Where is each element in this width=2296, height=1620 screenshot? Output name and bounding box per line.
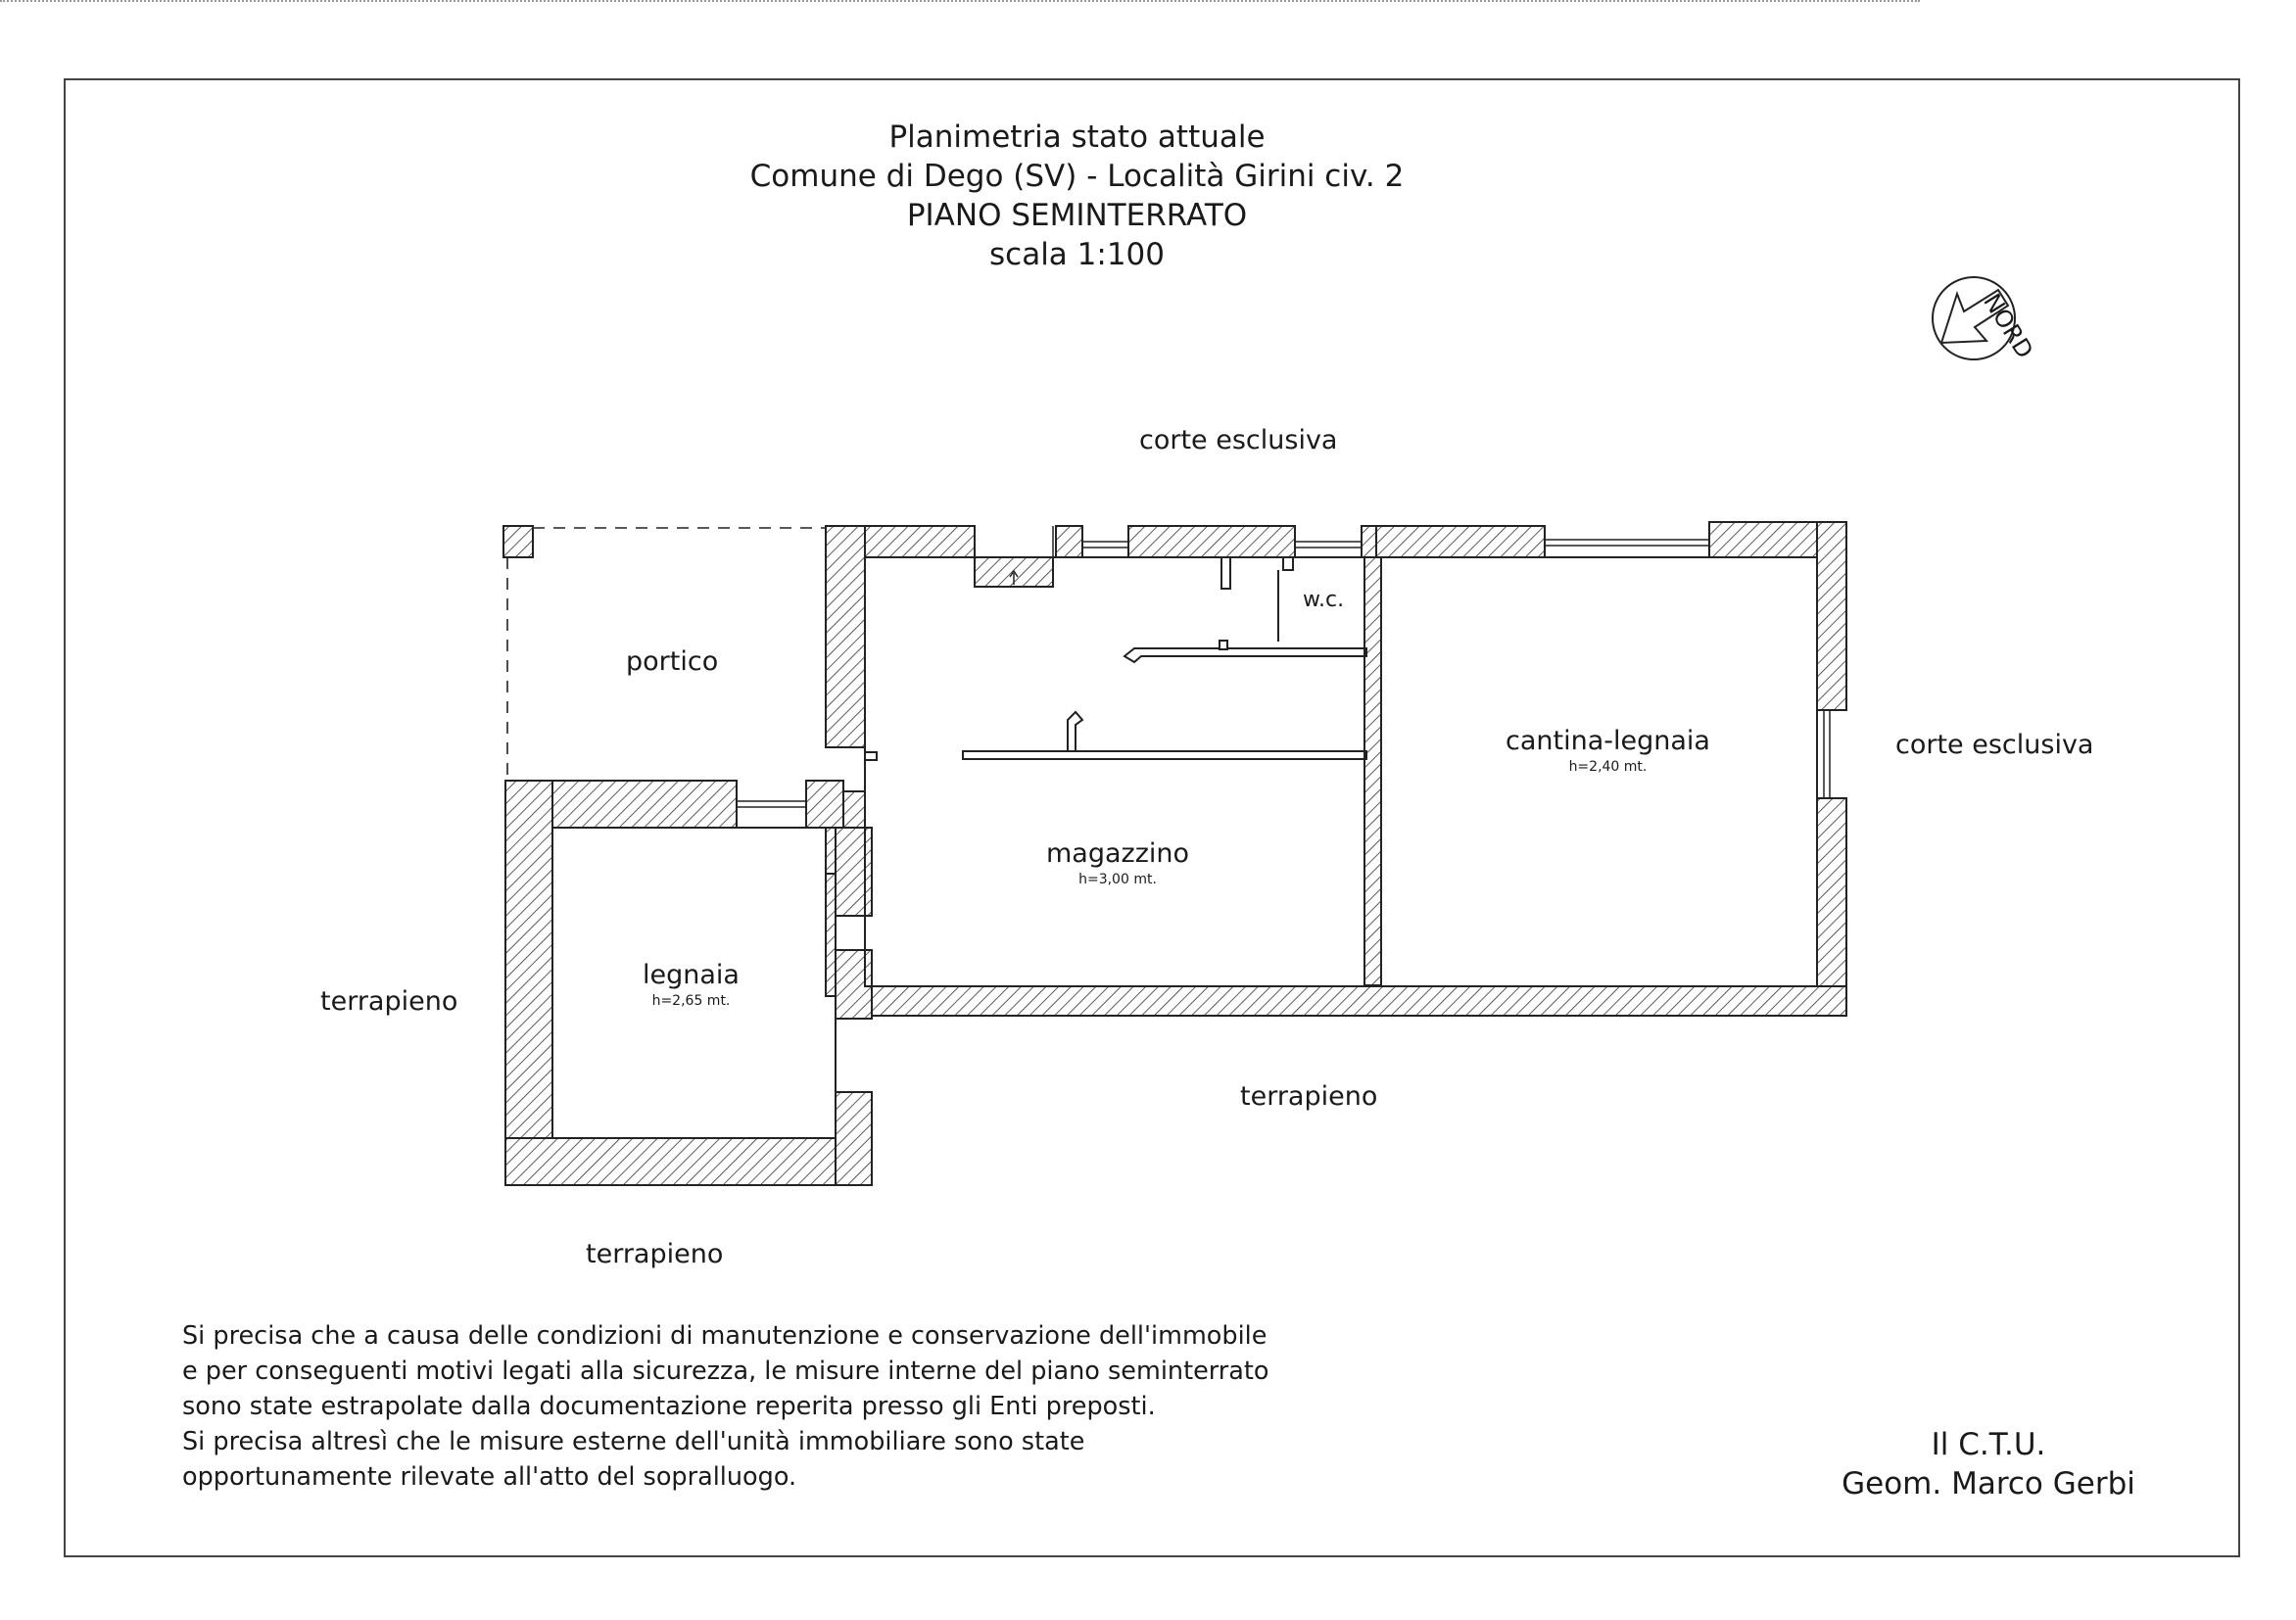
- wall-top-2: [1056, 526, 1082, 557]
- wall-mag-left-lower: [826, 874, 836, 996]
- note-line-5: opportunamente rilevate all'atto del sopralluogo.: [182, 1462, 797, 1492]
- title-line-4: scala 1:100: [989, 237, 1165, 272]
- room-cantina: [1506, 726, 1710, 776]
- wall-cantina-right-upper: [1817, 522, 1846, 710]
- wall-legnaia-right-3: [836, 1092, 872, 1185]
- partitions: [865, 557, 1366, 760]
- room-legnaia: [643, 960, 740, 1010]
- signature-block: [1842, 1425, 2135, 1503]
- room-legnaia-height: h=2,65 mt.: [651, 993, 731, 1009]
- room-wc-name: w.c.: [1303, 588, 1345, 612]
- compass-label: NORD: [1978, 289, 2039, 363]
- room-magazzino-name: magazzino: [1046, 838, 1190, 869]
- room-cantina-height: h=2,40 mt.: [1568, 759, 1648, 775]
- wall-legnaia-top-2: [806, 781, 843, 828]
- title-line-1: Planimetria stato attuale: [888, 119, 1266, 155]
- signature-role: Il C.T.U.: [1931, 1427, 2046, 1462]
- wall-top-4: [1362, 526, 1376, 557]
- surround-left: terrapieno: [320, 986, 458, 1017]
- surround-bottom-right: terrapieno: [1240, 1081, 1378, 1112]
- room-portico-name: portico: [626, 646, 719, 677]
- room-cantina-name: cantina-legnaia: [1506, 726, 1710, 756]
- portico-pier: [503, 526, 533, 557]
- wall-legnaia-left: [505, 781, 552, 1185]
- surround-right: corte esclusiva: [1895, 730, 2094, 760]
- wall-legnaia-right-2: [836, 950, 872, 1019]
- wall-cantina-right-lower: [1817, 798, 1846, 1016]
- title-line-2: Comune di Dego (SV) - Località Girini civ. 2: [749, 159, 1405, 194]
- notes-block: [182, 1318, 1269, 1495]
- room-magazzino-height: h=3,00 mt.: [1078, 872, 1157, 887]
- note-line-1: Si precisa che a causa delle condizioni di manutenzione e conservazione dell'immobile: [182, 1321, 1268, 1351]
- wall-partition-mag-cantina: [1364, 557, 1381, 985]
- surround-bottom-left: terrapieno: [586, 1239, 724, 1269]
- room-legnaia-name: legnaia: [643, 960, 740, 990]
- signature-name: Geom. Marco Gerbi: [1842, 1466, 2135, 1501]
- wall-legnaia-right-1: [836, 828, 872, 916]
- wall-legnaia-bottom: [505, 1138, 872, 1185]
- wall-bottom-long: [836, 986, 1846, 1016]
- note-line-4: Si precisa altresì che le misure esterne dell'unità immobiliare sono state: [182, 1427, 1085, 1456]
- title-line-3: PIANO SEMINTERRATO: [906, 198, 1248, 233]
- wall-top-3: [1128, 526, 1295, 557]
- wall-mag-left-upper: [826, 526, 865, 747]
- room-portico: [626, 646, 718, 677]
- note-line-3: sono state estrapolate dalla documentazione reperita presso gli Enti preposti.: [182, 1392, 1156, 1421]
- note-line-2: e per conseguenti motivi legati alla sicurezza, le misure interne del piano seminterrato: [182, 1357, 1269, 1386]
- wall-cantina-top-1: [1376, 526, 1545, 557]
- room-magazzino: [1046, 838, 1189, 888]
- room-wc: [1303, 588, 1344, 612]
- surround-top: corte esclusiva: [1139, 425, 1338, 455]
